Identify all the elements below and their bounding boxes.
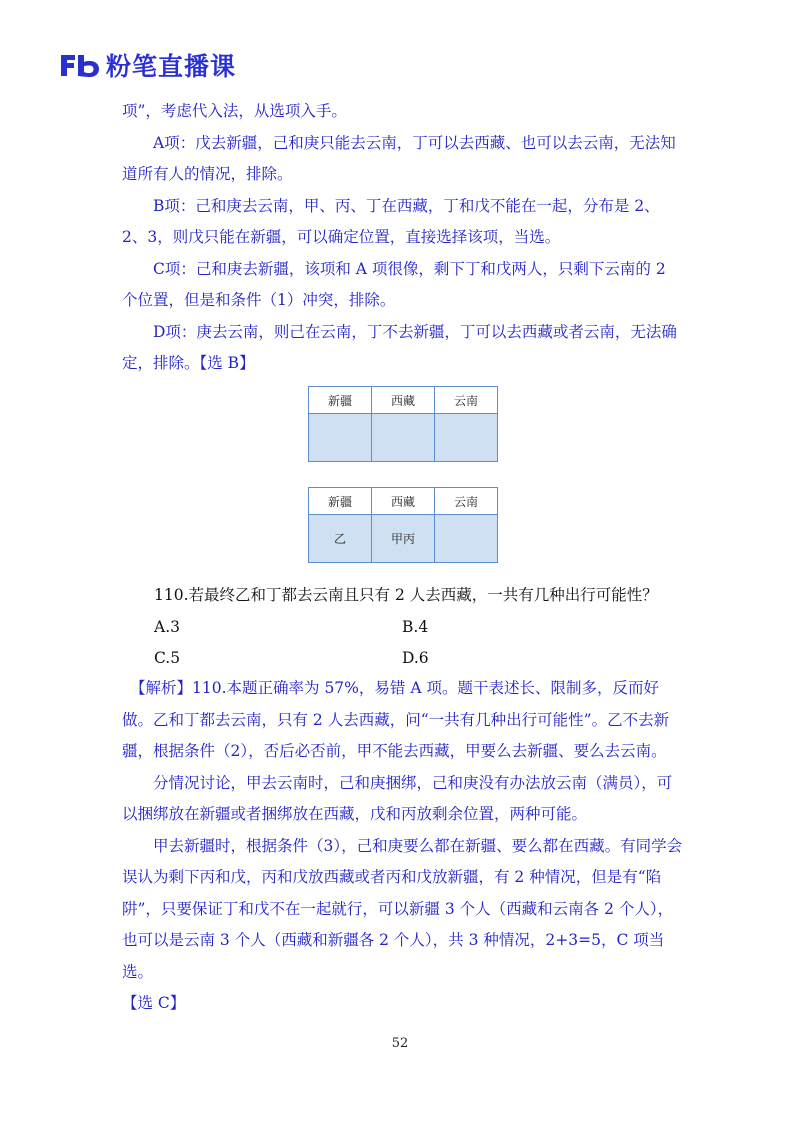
table-header-cell: 西藏	[372, 488, 435, 515]
table-cell	[372, 414, 435, 462]
answer-options	[154, 612, 694, 675]
table-cell: 甲丙	[372, 515, 435, 563]
option-c-analysis: C项：己和庚去新疆，该项和 A 项很像，剩下丁和戊两人，只剩下云南的 2 个位置，但是和条件（1）冲突，排除。	[122, 259, 666, 309]
option-c: C.5	[154, 649, 181, 667]
header-logo	[58, 50, 236, 80]
option-a: A.3	[154, 617, 180, 636]
option-b-analysis: B项：己和庚去云南，甲、丙、丁在西藏，丁和戊不能在一起，分布是 2、2、3，则戊只能在新疆，可以确定位置，直接选择该项，当选。	[122, 196, 660, 246]
assignment-tables	[308, 386, 498, 563]
analysis-paragraph: 【解析】110.本题正确率为 57%，易错 A 项。题干表述长、限制多，反而好做。乙和丁都去云南，只有 2 人去西藏，问“一共有几种出行可能性”。乙不去新疆，根据条件（2），否后必否前，甲不能去西藏，甲要么去新疆、要么去云南。	[122, 679, 670, 760]
assignment-table-filled	[308, 487, 498, 563]
option-d: D.6	[402, 649, 429, 667]
solution-text	[122, 96, 682, 380]
table-cell: 乙	[309, 515, 372, 563]
fb-logo-icon	[58, 51, 102, 79]
question-stem: 110.若最终乙和丁都去云南且只有 2 人去西藏，一共有几种出行可能性？	[154, 586, 658, 604]
option-a-analysis: A项：戊去新疆，己和庚只能去云南，丁可以去西藏、也可以去云南，无法知道所有人的情况，排除。	[122, 133, 676, 183]
question-110	[154, 580, 694, 675]
table-header-cell: 新疆	[309, 488, 372, 515]
brand-name: 粉笔直播课	[106, 52, 237, 81]
table-cell	[435, 414, 498, 462]
answer-label: 【选 C】	[122, 994, 186, 1012]
table-header-cell: 云南	[435, 488, 498, 515]
paragraph: 项”，考虑代入法，从选项入手。	[122, 102, 347, 120]
page-number: 52	[391, 1036, 409, 1051]
table-header-cell: 西藏	[372, 387, 435, 414]
table-header-cell: 云南	[435, 387, 498, 414]
option-d-analysis: D项：庚去云南，则己在云南，丁不去新疆，丁可以去西藏或者云南，无法确定，排除。【选 B】	[122, 322, 677, 372]
table-header-cell: 新疆	[309, 387, 372, 414]
assignment-table-empty	[308, 386, 498, 462]
analysis-paragraph: 甲去新疆时，根据条件（3），己和庚要么都在新疆、要么都在西藏。有同学会误认为剩下丙和戊，丙和戊放西藏或者丙和戊放新疆，有 2 种情况，但是有“陷阱”，只要保证丁和戊不在一起就行，可以新疆 3 个人（西藏和云南各 2 个人），也可以是云南 3 个人（西藏和新疆各 2 个人），共 3 种情况，2+3=5，C 项当选。	[122, 836, 683, 981]
table-cell	[309, 414, 372, 462]
analysis-paragraph: 分情况讨论，甲去云南时，己和庚捆绑，己和庚没有办法放云南（满员），可以捆绑放在新疆或者捆绑放在西藏，戊和丙放剩余位置，两种可能。	[122, 773, 673, 823]
table-cell	[435, 515, 498, 563]
analysis-section	[122, 673, 684, 1020]
option-b: B.4	[402, 617, 429, 636]
